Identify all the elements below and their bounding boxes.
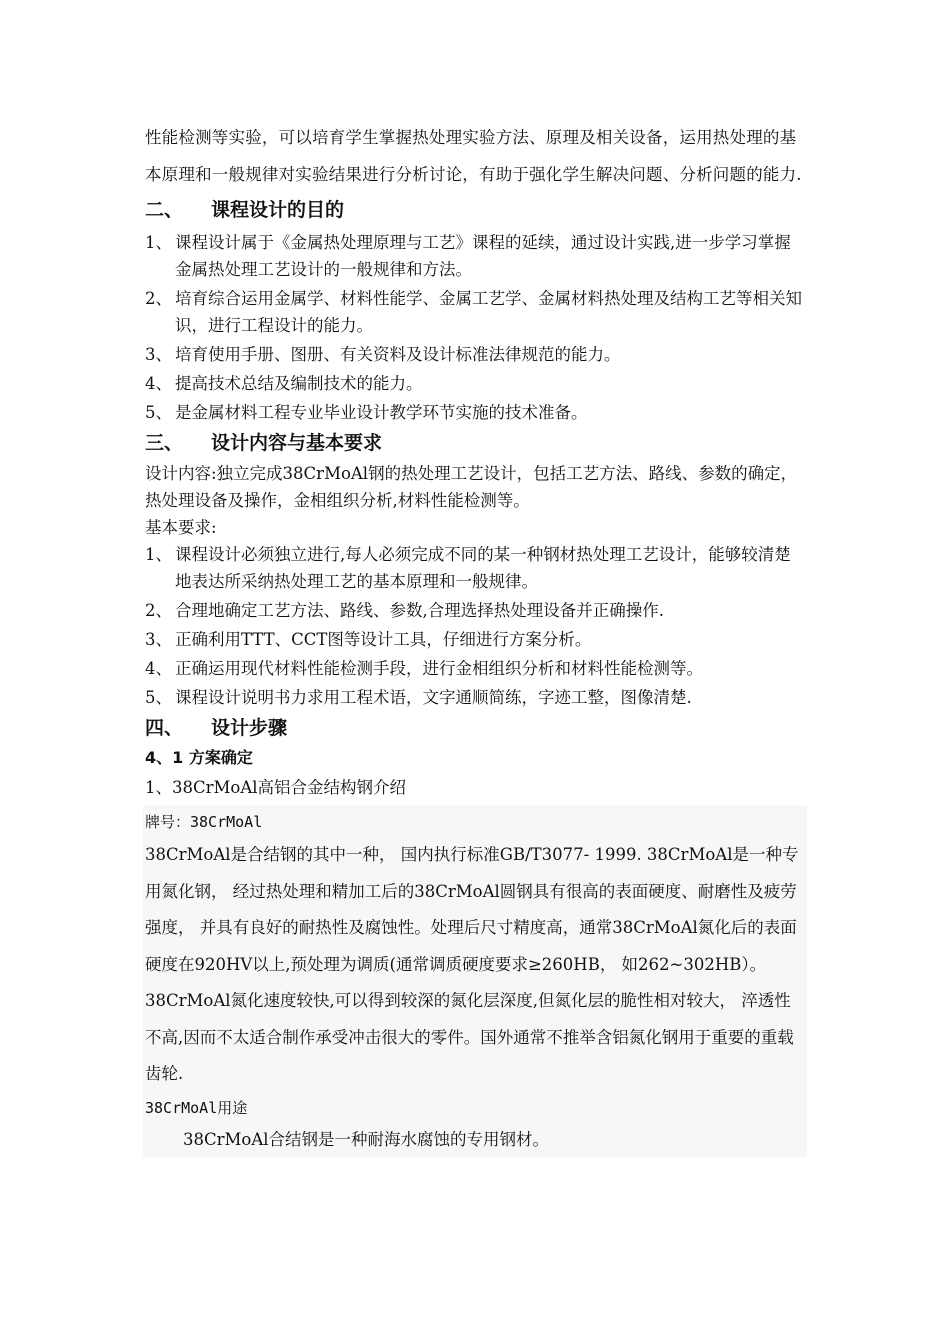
section-heading-content [145,428,807,458]
section-number: 二、 [145,199,184,221]
list-item [145,597,807,624]
list-item [145,285,807,339]
requirements-label: 基本要求: [145,518,217,537]
list-number: 5、 [145,403,172,422]
section-heading-steps [145,713,807,743]
list-number: 2、 [145,601,172,620]
list-item [145,399,807,426]
list-number: 4、 [145,374,172,393]
steel-grade: 牌号：38CrMoAl [145,813,263,831]
purpose-list [145,229,807,426]
list-number: 4、 [145,659,172,678]
section-number: 四、 [145,717,184,739]
list-text: 培育综合运用金属学、材料性能学、金属工艺学、金属材料热处理及结构工艺等相关知识，进行工程设计的能力。 [175,289,802,335]
list-text: 课程设计属于《金属热处理原理与工艺》课程的延续，通过设计实践,进一步学习掌握金属热处理工艺设计的一般规律和方法。 [175,233,791,279]
steel-description: 38CrMoAl是合结钢的其中一种， 国内执行标准GB/T3077- 1999. 38CrMoAl是一种专用氮化钢， 经过热处理和精加工后的38CrMoAl圆钢具有很高的表面硬度、耐磨性及疲劳强度， 并具有良好的耐热性及腐蚀性。处理后尺寸精度高，通常38CrMoAl氮化后的表面硬度在920HV以上,预处理为调质(通常调质硬度要求≥260HB， 如262~302HB）。38CrMoAl氮化速度较快,可以得到较深的氮化层深度,但氮化层的脆性相对较大， 淬透性不高,因而不太适合制作承受冲击很大的零件。国外通常不推举含铝氮化钢用于重要的重载齿轮. [145,845,799,1083]
list-text: 是金属材料工程专业毕业设计教学环节实施的技术准备。 [175,403,588,422]
list-item [145,370,807,397]
uses-label: 38CrMoAl用途 [145,1098,248,1117]
list-number: 1、 [145,545,172,564]
list-number: 3、 [145,630,172,649]
section-number: 三、 [145,432,184,454]
list-number: 1、 [145,233,172,252]
section-title: 课程设计的目的 [211,199,345,221]
design-content: 设计内容:独立完成38CrMoAl钢的热处理工艺设计，包括工艺方法、路线、参数的确定，热处理设备及操作，金相组织分析,材料性能检测等。 [145,464,798,510]
list-number: 2、 [145,289,172,308]
list-number: 3、 [145,345,172,364]
subsection-heading: 4、1 方案确定 [145,748,253,767]
uses-text-content: 38CrMoAl合结钢是一种耐海水腐蚀的专用钢材。 [183,1129,550,1149]
section-title: 设计内容与基本要求 [211,432,383,454]
section-title: 设计步骤 [211,717,288,739]
list-item [145,341,807,368]
uses-text [145,1123,807,1157]
list-item [145,541,807,595]
list-text: 培育使用手册、图册、有关资料及设计标准法律规范的能力。 [175,345,621,364]
list-text: 课程设计说明书力求用工程术语，文字通顺简练，字迹工整，图像清楚. [175,688,692,707]
document-page [145,120,807,1157]
list-text: 正确运用现代材料性能检测手段，进行金相组织分析和材料性能检测等。 [175,659,703,678]
section-heading-purpose [145,195,807,225]
list-text: 正确利用TTT、CCT图等设计工具，仔细进行方案分析。 [175,630,592,649]
list-item [145,229,807,283]
shaded-block [143,805,807,1157]
list-text: 课程设计必须独立进行,每人必须完成不同的某一种钢材热处理工艺设计，能够较清楚地表达所采纳热处理工艺的基本原理和一般规律。 [175,545,791,591]
requirements-list [145,541,807,711]
list-text: 合理地确定工艺方法、路线、参数,合理选择热处理设备并正确操作. [175,601,664,620]
list-text: 提高技术总结及编制技术的能力。 [175,374,423,393]
list-item [145,626,807,653]
list-number: 5、 [145,688,172,707]
intro-paragraph: 性能检测等实验，可以培育学生掌握热处理实验方法、原理及相关设备，运用热处理的基本原理和一般规律对实验结果进行分析讨论，有助于强化学生解决问题、分析问题的能力. [145,128,802,184]
list-item [145,684,807,711]
subsection-item: 1、38CrMoAl高铝合金结构钢介绍 [145,778,407,797]
list-item [145,655,807,682]
